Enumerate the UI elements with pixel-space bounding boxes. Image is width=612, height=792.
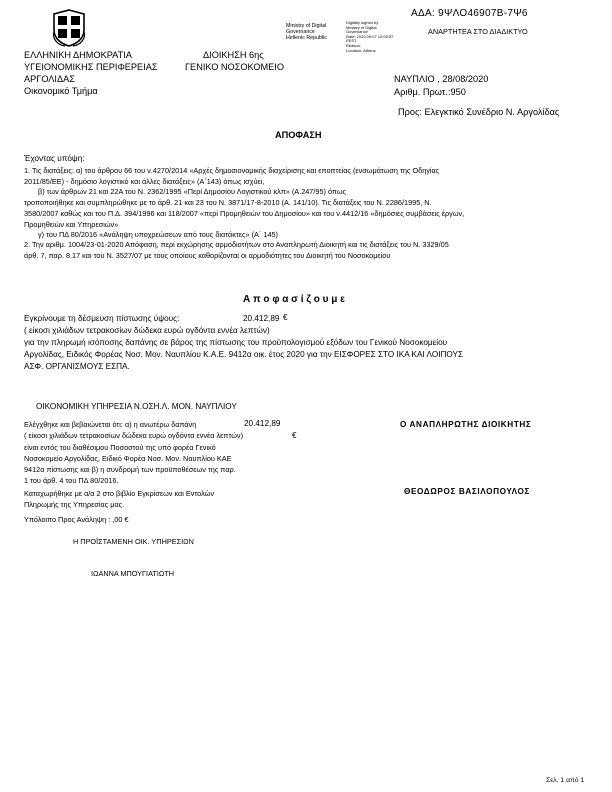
check-line-5: 9412α πίστωσης και β) η συνδρομή των προϋποθέσεων της παρ. <box>24 465 236 474</box>
recipient: Προς: Ελεγκτικό Συνέδριο Ν. Αργολίδας <box>398 107 560 117</box>
page-number: Σελ. 1 από 1 <box>546 777 585 784</box>
stamp-line: EEST <box>346 38 357 44</box>
stamp-line: Reason: <box>346 42 361 48</box>
org-department: Οικονομικό Τμήμα <box>24 86 98 96</box>
considering-item-1d: τροποποιήθηκε και συμπληρώθηκε με το άρθ. 21 και 23 του Ν. 3871/17-8-2010 (Α. 141/10). Τις διατάξεις του Ν. 2286/1995, Ν. <box>24 198 432 207</box>
stamp-line: Ministry of Digital <box>286 23 327 29</box>
stamp-details <box>346 21 393 53</box>
approval-line-1: για την πληρωμή ισόποσης δαπάνης σε βάρος της πίστωσης του προϋπολογισμού εξόδων του Γενικού Νοσοκομείου <box>24 338 448 347</box>
org-line-1-right: ΔΙΟΙΚΗΣΗ 6ης <box>203 50 264 60</box>
stamp-line: Ministry of Digital <box>346 24 377 30</box>
approval-label: Εγκρίνουμε τη δέσμευση πίστωσης ύψους: <box>24 314 180 323</box>
org-line-2-left: ΥΓΕΙΟΝΟΜΙΚΗΣ ΠΕΡΙΦΕΡΕΙΑΣ <box>24 62 158 72</box>
place-date: ΝΑΥΠΛΙΟ , 28/08/2020 <box>394 74 489 84</box>
approval-line-2: Αργολίδας, Ειδικός Φορέας Νοσ. Μον. Ναυπλίου Κ.Α.Ε. 9412α οικ. έτος 2020 για την ΕΙΣΦΟΡΕΣ ΣΤΟ ΙΚΑ ΚΑΙ ΛΟΙΠΟΥΣ <box>24 350 464 359</box>
check-currency: € <box>292 431 297 440</box>
considering-item-1f: Προμηθειών και Υπηρεσιών» <box>24 220 119 229</box>
check-amount: 20.412,89 <box>244 419 281 428</box>
org-line-2-right: ΓΕΝΙΚΟ ΝΟΣΟΚΟΜΕΙΟ <box>185 62 284 72</box>
approval-currency: € <box>283 313 288 322</box>
check-line-6: 1 του άρθ. 4 του ΠΔ 80/2016. <box>24 476 119 485</box>
considering-item-1e: 3580/2007 καθώς και του Π.Δ. 394/1996 και 118/2007 «περί Προμηθειών του Δημοσίου» και του ν.4412/16 «δημόσιες συμβάσεις έργων, <box>24 209 465 218</box>
considering-item-2: 2. Την αριθμ. 1004/23-01-2020 Απόφαση, περί εκχώρησης αρμοδιοτήτων στο Αναπληρωτή Διοικητή και τις διατάξεις του Ν. 3329/05 <box>24 240 449 249</box>
considering-item-2b: άρθ. 7, παρ. 8.17 και του Ν. 3527/07 με τους οποίους καθορίζονται οι αρμοδιότητες του Διοικητή του Νοσοκομείου <box>24 251 391 260</box>
approval-amount: 20.412,89 <box>243 314 280 323</box>
signatory-role: Ο ΑΝΑΠΛΗΡΩΤΗΣ ΔΙΟΙΚΗΤΗΣ <box>400 420 532 429</box>
head-service-name: ΙΩΑΝΝΑ ΜΠΟΥΓΙΑΤΙΩΤΗ <box>91 569 175 578</box>
org-line-1-left: ΕΛΛΗΝΙΚΗ ΔΗΜΟΚΡΑΤΙΑ <box>24 50 132 60</box>
check-line-4: Νοσοκομείο Αργολίδας, Ειδικό Φορέα Νοσ. Μον. Ναυπλίου ΚΑΕ <box>24 454 232 463</box>
considering-item-1b: 2011/85/ΕΕ) - δημόσιο λογιστικό και άλλες διατάξεις» (Α΄143) όπως ισχύει, <box>24 177 265 186</box>
stamp-line: Date: 2020.09.07 10:09:57 <box>346 33 394 39</box>
check-line-2: ( είκοσι χιλιάδων τετρακοσίων δώδεκα ευρώ ογδόντα εννέα λεπτών) <box>24 431 244 440</box>
check-line-3: είναι εντός του διαθέσιμου Ποσοστού της υπό φορέα Γενικό <box>24 443 216 452</box>
stamp-line: Hellenic Republic <box>286 35 327 41</box>
stamp-ministry <box>286 23 327 41</box>
approval-line-3: ΑΣΦ. ΟΡΓΑΝΙΣΜΟΥΣ ΕΣΠΑ. <box>24 362 130 371</box>
check-line-7: Καταχωρήθηκε με α/α 2 στο βιβλίο Εγκρίσεων και Εντολών <box>24 489 214 498</box>
head-service-title: Η ΠΡΟΪΣΤΑΜΕΝΗ ΟΙΚ. ΥΠΗΡΕΣΙΩΝ <box>73 537 194 546</box>
considering-item-1c: β) των άρθρων 21 και 22Α του Ν. 2362/1995 «Περί Δημοσίου Λογιστικού κλπ» (Α.247/95) όπως <box>38 187 347 196</box>
balance-remaining: Υπόλοιπο Προς Ανάληψη : ,00 € <box>24 515 129 524</box>
financial-service: ΟΙΚΟΝΟΜΙΚΗ ΥΠΗΡΕΣΙΑ Ν.ΟΣΗ.Λ. ΜΟΝ. ΝΑΥΠΛΙΟΥ <box>36 402 237 411</box>
stamp-line: Governance <box>346 29 368 35</box>
stamp-line: Digitally signed by <box>346 20 379 25</box>
decision-heading: Α π ο φ α σ ί ζ ο υ μ ε <box>243 294 345 305</box>
protocol-number: Αριθμ. Πρωτ.:950 <box>394 87 466 97</box>
considering-heading: Έχοντας υπόψη: <box>24 154 85 163</box>
approval-amount-words: ( είκοσι χιλιάδων τετρακοσίων δώδεκα ευρώ ογδόντα εννέα λεπτών) <box>24 326 270 335</box>
ada-number: ΑΔΑ: 9ΨΛΟ46907Β-7Ψ6 <box>411 8 528 19</box>
stamp-line: Governance <box>286 29 315 35</box>
page-title: ΑΠΟΦΑΣΗ <box>275 130 322 140</box>
org-line-3: ΑΡΓΟΛΙΔΑΣ <box>24 74 75 84</box>
check-line-8: Πληρωμής της Υπηρεσίας μας. <box>24 500 125 509</box>
signatory-name: ΘΕΟΔΩΡΟΣ ΒΑΣΙΛΟΠΟΥΛΟΣ <box>404 487 530 496</box>
considering-item-1g: γ) του ΠΔ 80/2016 «Ανάληψη υποχρεώσεων από τους διατάκτες» (Α΄ 145) <box>38 230 278 239</box>
check-line-1: Ελέγχθηκε και βεβαιώνεται ότι: α) η ανωτέρω δαπάνη <box>24 420 197 429</box>
posted-online-label: ΑΝΑΡΤΗΤΕΑ ΣΤΟ ΔΙΑΔΙΚΤΥΟ <box>428 27 528 36</box>
considering-item-1: 1. Τις διατάξεις: α) του άρθρου 66 του ν.4270/2014 «Αρχές δημοσιονομικής διαχείρισης και εποπτείας (ενσωμάτωση της Οδηγίας <box>24 166 440 175</box>
stamp-line: Location: Athens <box>346 47 376 53</box>
